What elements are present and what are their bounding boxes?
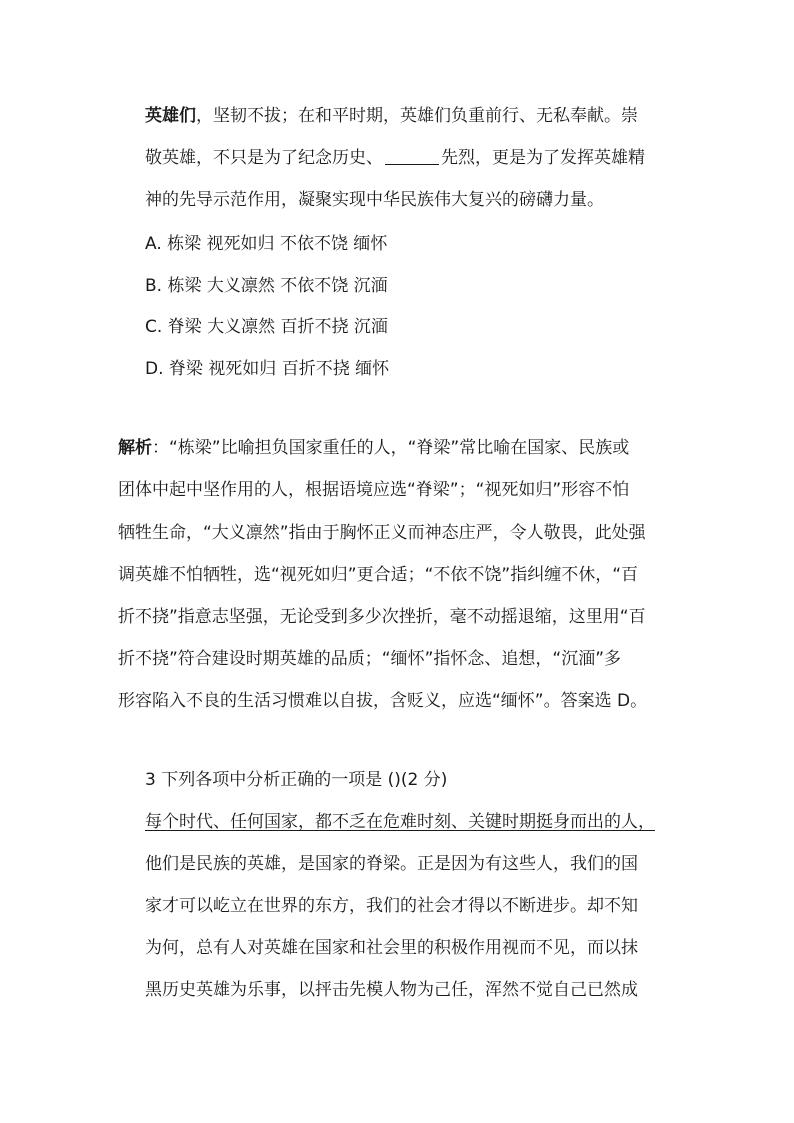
question-3-title: 3 下列各项中分析正确的一项是 ()(2 分) — [145, 770, 448, 790]
passage-text: 敬英雄，不只是为了纪念历史、 — [145, 148, 383, 168]
analysis-line: 牺牲生命，“大义凛然”指由于胸怀正义而神态庄严，令人敬畏，此处强 — [118, 523, 646, 543]
option-b: B. 栋梁 大义凛然 不依不饶 沉湎 — [145, 276, 388, 296]
analysis-line: 调英雄不怕牺牲，选“视死如归”更合适；“不依不饶”指纠缠不休，“百 — [118, 565, 639, 585]
analysis-line: 形容陷入不良的生活习惯难以自拔，含贬义，应选“缅怀”。答案选 D。 — [118, 691, 648, 711]
analysis-line: 团体中起中坚作用的人，根据语境应选“脊梁”；“视死如归”形容不怕 — [118, 480, 630, 500]
option-a: A. 栋梁 视死如归 不依不饶 缅怀 — [145, 234, 388, 254]
option-c: C. 脊梁 大义凛然 百折不挠 沉湎 — [145, 317, 388, 337]
q3-passage-line: 黑历史英雄为乐事，以抨击先模人物为己任，浑然不觉自己已然成 — [145, 980, 638, 1000]
passage-line-1 — [145, 104, 638, 128]
analysis-line-1 — [118, 436, 629, 460]
fill-in-blank — [385, 148, 439, 165]
analysis-label: 解析 — [118, 438, 152, 458]
q3-passage-line: 他们是民族的英雄，是国家的脊梁。正是因为有这些人，我们的国 — [145, 854, 638, 874]
passage-line-3: 神的先导示范作用，凝聚实现中华民族伟大复兴的磅礴力量。 — [145, 190, 604, 210]
option-d: D. 脊梁 视死如归 百折不挠 缅怀 — [145, 359, 390, 379]
passage-text: ，坚韧不拔；在和平时期，英雄们负重前行、无私奉献。崇 — [196, 106, 638, 126]
q3-passage-line: 家才可以屹立在世界的东方，我们的社会才得以不断进步。却不知 — [145, 896, 638, 916]
passage-line-2 — [145, 146, 645, 170]
q3-passage-line: 为何，总有人对英雄在国家和社会里的积极作用视而不见，而以抹 — [145, 938, 638, 958]
analysis-line: 折不挠”指意志坚强，无论受到多少次挫折，毫不动摇退缩，这里用“百 — [118, 607, 646, 627]
passage-text: 先烈，更是为了发挥英雄精 — [441, 148, 645, 168]
analysis-line: 折不挠”符合建设时期英雄的品质；“缅怀”指怀念、追想，“沉湎”多 — [118, 649, 622, 669]
analysis-text: ：“栋梁”比喻担负国家重任的人，“脊梁”常比喻在国家、民族或 — [152, 438, 630, 458]
q3-underlined-sentence: 每个时代、任何国家，都不乏在危难时刻、关键时期挺身而出的人， — [145, 812, 655, 832]
bold-phrase: 英雄们 — [145, 106, 196, 126]
